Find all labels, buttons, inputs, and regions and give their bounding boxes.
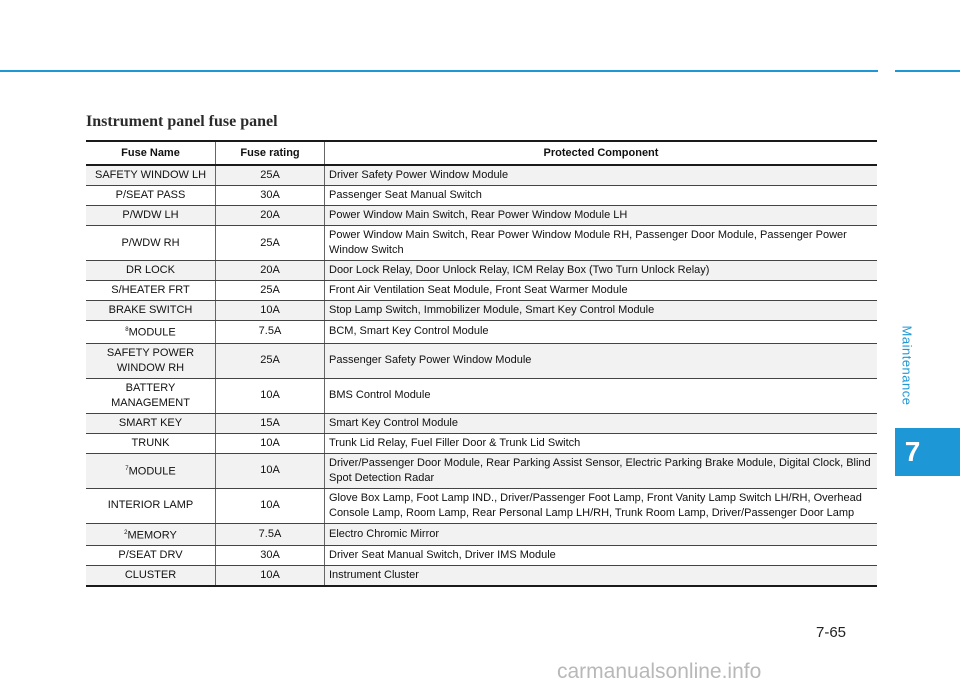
fuse-table bbox=[86, 140, 877, 587]
table-row bbox=[86, 546, 877, 566]
fuse-name-text: P/WDW RH bbox=[121, 236, 180, 249]
fuse-name-text: CLUSTER bbox=[124, 569, 177, 582]
fuse-name-text: TRUNK bbox=[131, 436, 170, 449]
fuse-name-text: P/SEAT PASS bbox=[115, 189, 186, 201]
page-heading: Instrument panel fuse panel bbox=[86, 113, 278, 130]
fuse-rating-cell: 25A bbox=[216, 281, 325, 301]
fuse-name-superscript: 8 bbox=[125, 327, 129, 333]
fuse-name-text: SAFETY WINDOW LH bbox=[94, 169, 207, 181]
header-protected-component: Protected Component bbox=[325, 141, 878, 165]
fuse-rating-cell: 25A bbox=[216, 165, 325, 186]
fuse-rating-cell: 10A bbox=[216, 566, 325, 587]
fuse-name-text: MEMORY bbox=[127, 529, 177, 542]
fuse-rating-cell: 10A bbox=[216, 433, 325, 453]
fuse-name-text: INTERIOR LAMP bbox=[107, 499, 194, 512]
fuse-rating-cell: 30A bbox=[216, 546, 325, 566]
fuse-rating-cell: 20A bbox=[216, 206, 325, 226]
table-row bbox=[86, 226, 877, 261]
fuse-name-text: P/SEAT DRV bbox=[118, 549, 183, 562]
fuse-name-cell bbox=[86, 226, 216, 261]
table-row bbox=[86, 566, 877, 587]
table-row bbox=[86, 165, 877, 186]
chapter-tab[interactable] bbox=[895, 428, 960, 476]
fuse-name-text: MODULE bbox=[128, 465, 176, 478]
fuse-name-text: BATTERY MANAGEMENT bbox=[111, 381, 190, 409]
fuse-rating-cell: 25A bbox=[216, 226, 325, 261]
table-row bbox=[86, 206, 877, 226]
header-fuse-rating: Fuse rating bbox=[216, 141, 325, 165]
chapter-number: 7 bbox=[904, 436, 921, 467]
fuse-name-text: P/WDW LH bbox=[122, 209, 179, 221]
fuse-name-text: SMART KEY bbox=[118, 416, 183, 429]
table-row bbox=[86, 186, 877, 206]
fuse-name-cell bbox=[86, 413, 216, 433]
fuse-name-superscript: 2 bbox=[124, 529, 128, 536]
table-row bbox=[86, 281, 877, 301]
fuse-rating-cell: 10A bbox=[216, 378, 325, 413]
fuse-name-cell bbox=[86, 433, 216, 453]
fuse-name-cell bbox=[86, 378, 216, 413]
fuse-name-text: BRAKE SWITCH bbox=[108, 304, 193, 316]
header-fuse-name: Fuse Name bbox=[86, 141, 216, 165]
table-row bbox=[86, 378, 877, 413]
fuse-rating-cell: 7.5A bbox=[216, 523, 325, 546]
fuse-name-text: DR LOCK bbox=[126, 264, 175, 276]
section-label-text: Maintenance bbox=[899, 325, 915, 405]
table-row bbox=[86, 301, 877, 321]
fuse-name-superscript: 7 bbox=[125, 465, 129, 472]
table-row bbox=[86, 413, 877, 433]
protected-component-cell: Glove Box Lamp, Foot Lamp IND., Driver/Passenger Foot Lamp, Front Vanity Lamp Switch LH/RH, Overhead Console Lamp, Room Lamp, Rear Personal Lamp LH/RH, Trunk Room Lamp, Driver/Passenger Door Lamp bbox=[325, 488, 878, 523]
table-header-row bbox=[86, 141, 877, 165]
fuse-name-text: S/HEATER FRT bbox=[111, 284, 190, 296]
fuse-table-body bbox=[86, 165, 877, 586]
protected-component-cell: Door Lock Relay, Door Unlock Relay, ICM Relay Box (Two Turn Unlock Relay) bbox=[325, 261, 878, 281]
fuse-name-text: SAFETY POWER WINDOW RH bbox=[106, 346, 195, 374]
fuse-rating-cell: 20A bbox=[216, 261, 325, 281]
section-label bbox=[896, 310, 918, 420]
side-rule bbox=[895, 70, 960, 72]
table-row bbox=[86, 261, 877, 281]
fuse-name-cell bbox=[86, 343, 216, 378]
fuse-name-cell bbox=[86, 488, 216, 523]
fuse-name-cell bbox=[86, 165, 216, 186]
protected-component-cell: Driver/Passenger Door Module, Rear Parking Assist Sensor, Electric Parking Brake Module, Digital Clock, Blind Spot Detection Radar bbox=[325, 453, 878, 488]
table-row bbox=[86, 321, 877, 344]
fuse-rating-cell: 15A bbox=[216, 413, 325, 433]
page-number: 7-65 bbox=[816, 624, 847, 641]
fuse-name-text: MODULE bbox=[128, 326, 176, 339]
protected-component-cell: Driver Seat Manual Switch, Driver IMS Module bbox=[325, 546, 878, 566]
fuse-name-cell bbox=[86, 453, 216, 488]
top-rule bbox=[0, 70, 878, 72]
fuse-name-cell bbox=[86, 301, 216, 321]
fuse-rating-cell: 10A bbox=[216, 453, 325, 488]
table-row bbox=[86, 453, 877, 488]
protected-component-cell: BCM, Smart Key Control Module bbox=[325, 321, 878, 344]
protected-component-cell: Passenger Seat Manual Switch bbox=[325, 186, 878, 206]
table-row bbox=[86, 433, 877, 453]
table-row bbox=[86, 488, 877, 523]
fuse-name-cell bbox=[86, 261, 216, 281]
fuse-name-cell bbox=[86, 206, 216, 226]
fuse-rating-cell: 10A bbox=[216, 301, 325, 321]
protected-component-cell: Electro Chromic Mirror bbox=[325, 523, 878, 546]
fuse-name-cell bbox=[86, 546, 216, 566]
fuse-name-cell bbox=[86, 523, 216, 546]
fuse-rating-cell: 30A bbox=[216, 186, 325, 206]
protected-component-cell: Trunk Lid Relay, Fuel Filler Door & Trunk Lid Switch bbox=[325, 433, 878, 453]
protected-component-cell: Power Window Main Switch, Rear Power Window Module RH, Passenger Door Module, Passenger Power Window Switch bbox=[325, 226, 878, 261]
watermark: carmanualsonline.info bbox=[557, 660, 762, 683]
protected-component-cell: Smart Key Control Module bbox=[325, 413, 878, 433]
fuse-rating-cell: 25A bbox=[216, 343, 325, 378]
protected-component-cell: Instrument Cluster bbox=[325, 566, 878, 587]
table-row bbox=[86, 343, 877, 378]
fuse-name-cell bbox=[86, 186, 216, 206]
fuse-rating-cell: 10A bbox=[216, 488, 325, 523]
protected-component-cell: Passenger Safety Power Window Module bbox=[325, 343, 878, 378]
fuse-name-cell bbox=[86, 321, 216, 344]
fuse-rating-cell: 7.5A bbox=[216, 321, 325, 344]
protected-component-cell: Stop Lamp Switch, Immobilizer Module, Smart Key Control Module bbox=[325, 301, 878, 321]
protected-component-cell: BMS Control Module bbox=[325, 378, 878, 413]
protected-component-cell: Front Air Ventilation Seat Module, Front Seat Warmer Module bbox=[325, 281, 878, 301]
fuse-name-cell bbox=[86, 566, 216, 587]
protected-component-cell: Power Window Main Switch, Rear Power Window Module LH bbox=[325, 206, 878, 226]
protected-component-cell: Driver Safety Power Window Module bbox=[325, 165, 878, 186]
fuse-name-cell bbox=[86, 281, 216, 301]
table-row bbox=[86, 523, 877, 546]
